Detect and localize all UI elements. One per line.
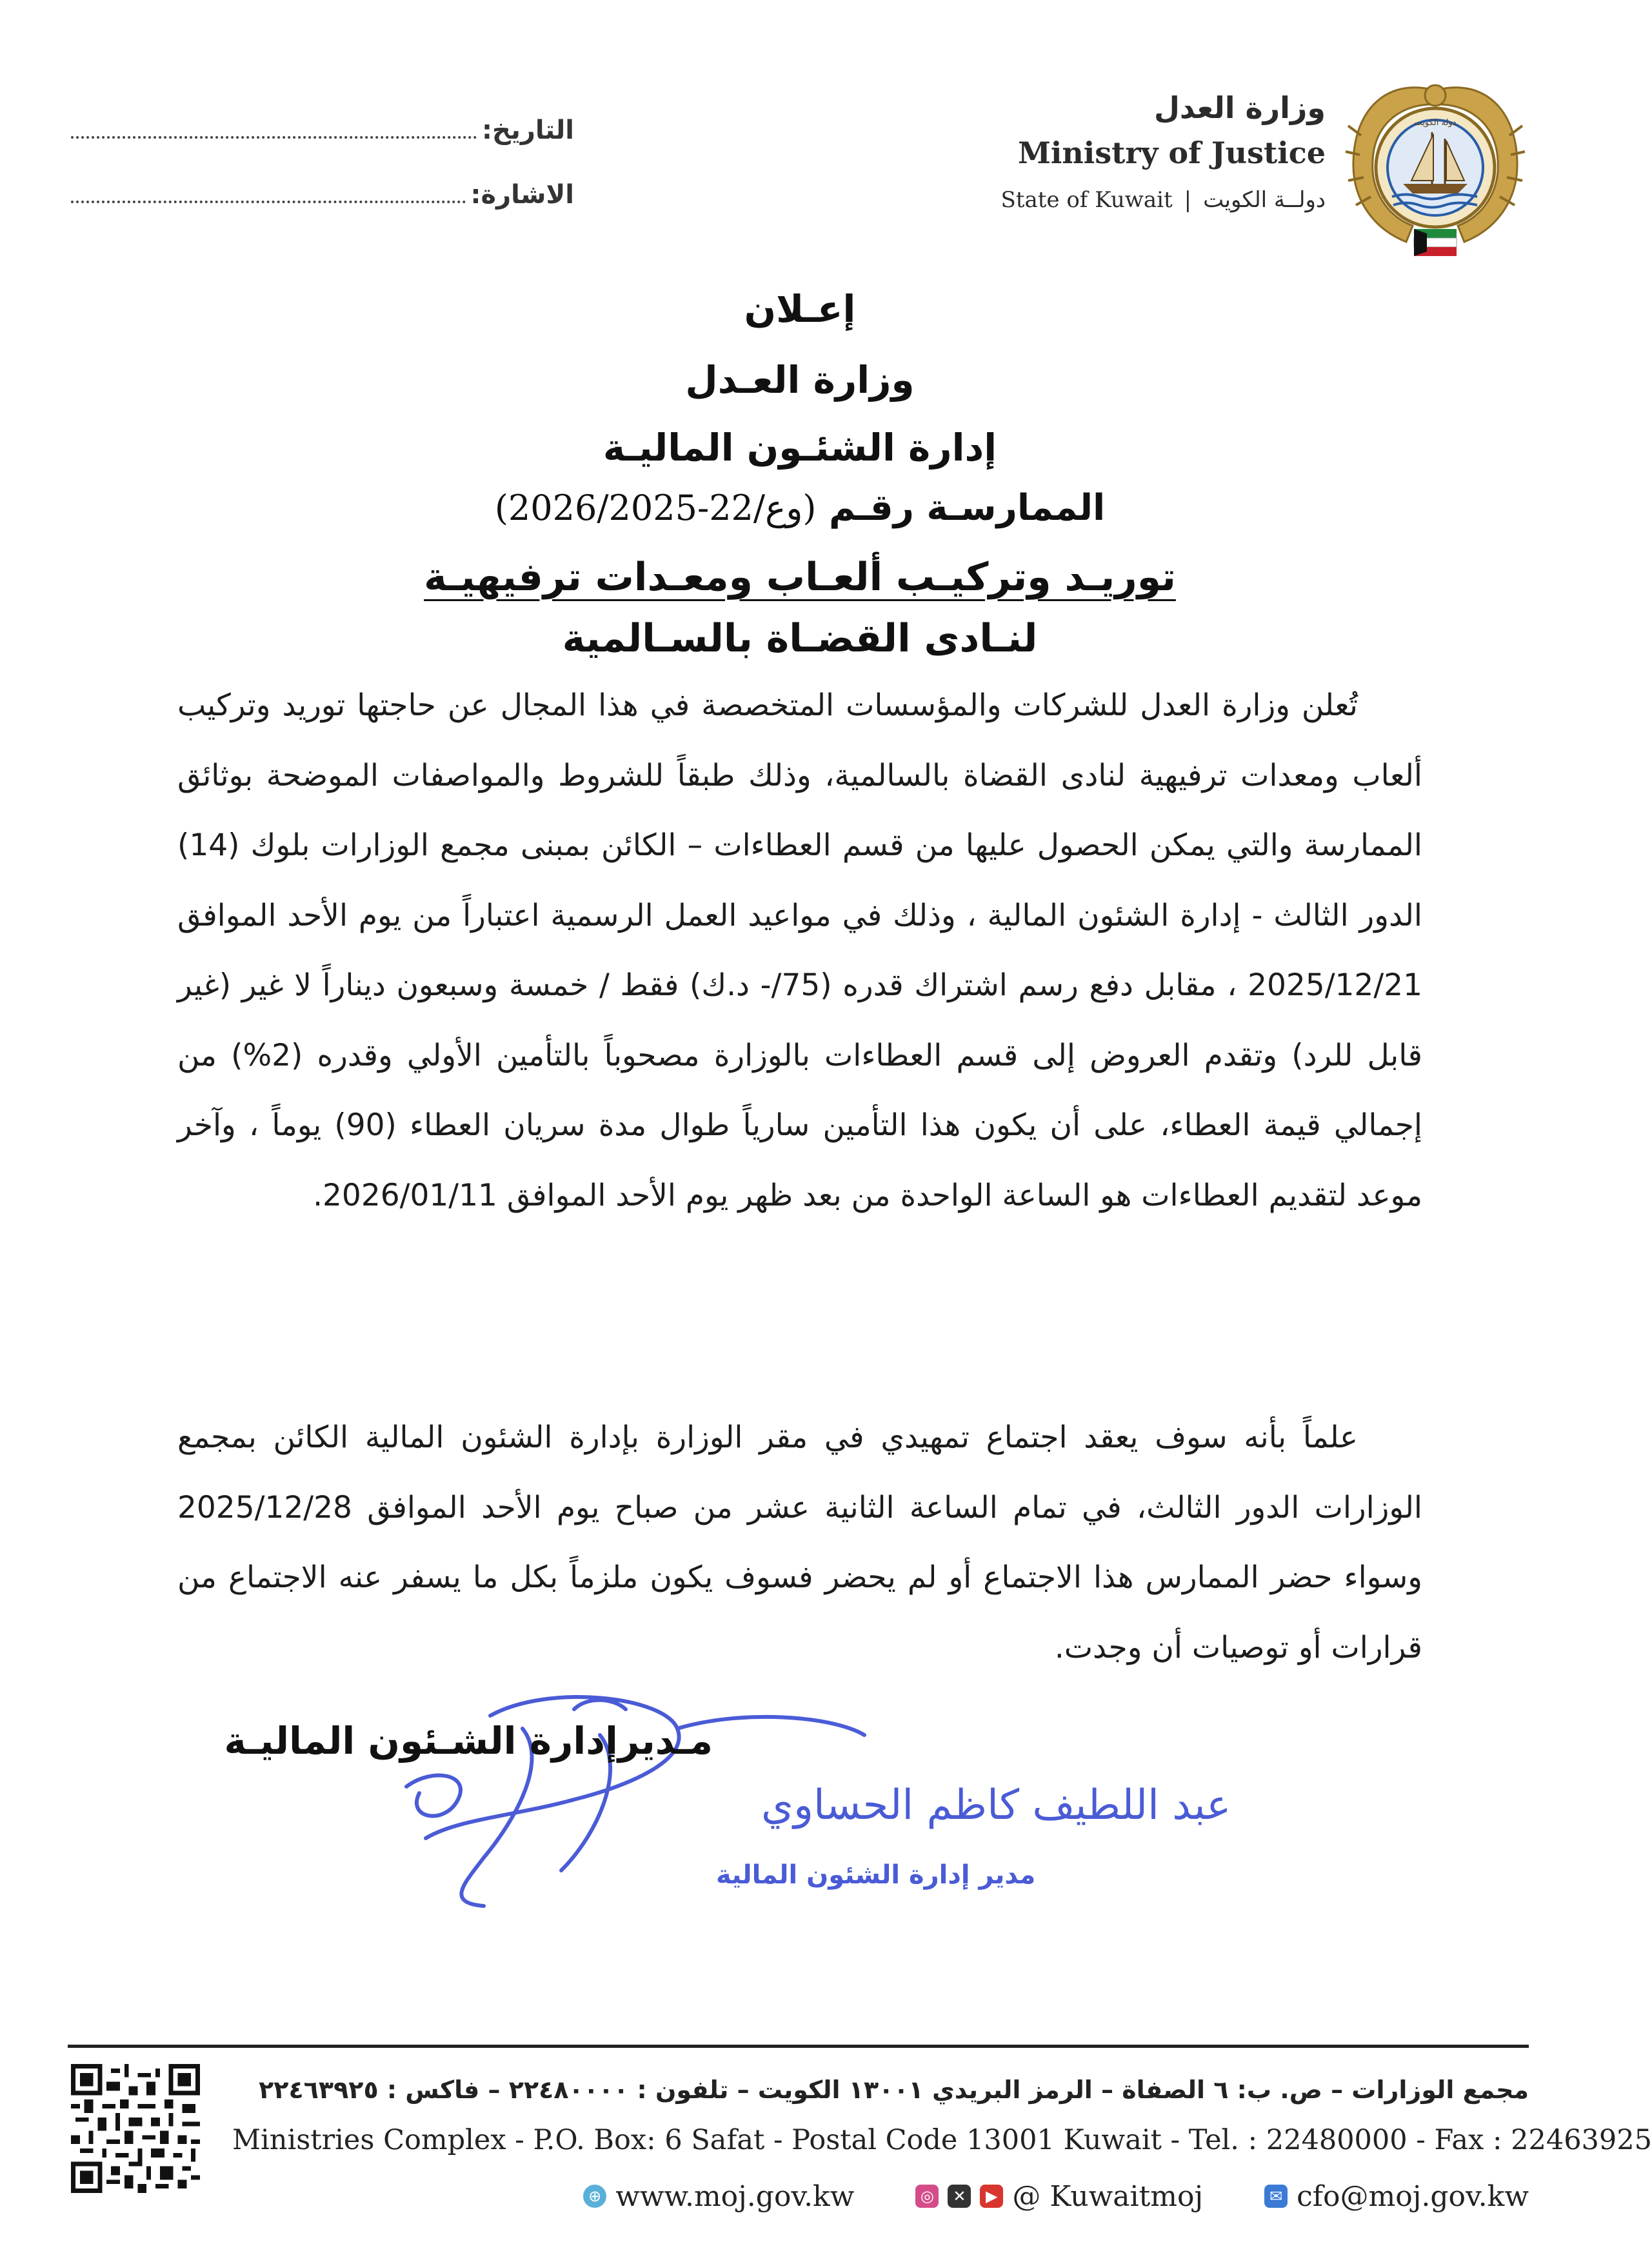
announcement-paragraph-2: علماً بأنه سوف يعقد اجتماع تمهيدي في مقر الوزارة بإدارة الشئون المالية الكائن بمجمع الوزارات الدور الثالث، في تمام الساعة الثانية عشر من صباح يوم الأحد الموافق 2025/12/28 وسواء حضر الممارس هذا الاجتماع أو لم يحضر فسوف يكون ملزماً بكل ما يسفر عنه الاجتماع من قرارات أو توصيات أن وجدت.	[177, 1420, 1422, 1665]
state-separator: |	[1184, 187, 1192, 213]
department-heading: إدارة الشئـون الماليـة	[602, 426, 997, 470]
subject-line-1	[155, 555, 1445, 600]
social-handle-text: @ Kuwaitmoj	[1012, 2179, 1204, 2213]
state-line	[839, 187, 1326, 213]
announcement-paragraph-1: تُعلن وزارة العدل للشركات والمؤسسات المتخصصة في هذا المجال عن حاجتها توريد وتركيب ألعاب ومعدات ترفيهية لنادى القضاة بالسالمية، وذلك طبقاً للشروط والمواصفات الموضحة بوثائق الممارسة والتي يمكن الحصول عليها من قسم العطاءات – الكائن بمبنى مجمع الوزارات بلوك (14) الدور الثالث - إدارة الشئون المالية ، وذلك في مواعيد العمل الرسمية اعتباراً من يوم الأحد الموافق 2025/12/21 ، مقابل دفع رسم اشتراك قدره (75/- د.ك) فقط / خمسة وسبعون ديناراً لا غير (غير قابل للرد) وتقدم العروض إلى قسم العطاءات بالوزارة مصحوباً بالتأمين الأولي وقدره (2%) من إجمالي قيمة العطاء، على أن يكون هذا التأمين سارياً طوال مدة سريان العطاء (90) يوماً ، وآخر موعد لتقديم العطاءات هو الساعة الواحدة من بعد ظهر يوم الأحد الموافق 2026/01/11.	[177, 688, 1422, 1213]
reference-label: الاشارة:	[470, 180, 574, 210]
handwritten-name: عبد اللطيف كاظم الحساوي	[761, 1781, 1231, 1829]
reference-field	[71, 171, 574, 210]
ministry-heading: وزارة العـدل	[685, 358, 915, 402]
subject-line-1-text: توريـد وتركيـب ألعـاب ومعـدات ترفيهيـة	[424, 555, 1176, 600]
youtube-icon: ▶	[980, 2185, 1003, 2208]
footer-address-arabic: مجمع الوزارات – ص. ب: ٦ الصفاة – الرمز البريدي ١٣٠٠١ الكويت – تلفون : ٢٢٤٨٠٠٠٠ – فاكس : ٢٢٤٦٣٩٢٥	[259, 2076, 1529, 2104]
ministry-name-arabic: وزارة العدل	[1154, 90, 1326, 125]
x-twitter-icon: ✕	[948, 2185, 971, 2208]
website-link[interactable]	[583, 2180, 854, 2213]
reference-dotted-line	[71, 201, 466, 203]
email-text: cfo@moj.gov.kw	[1297, 2179, 1529, 2213]
tender-label: الممارسـة رقـم	[828, 487, 1106, 529]
ministry-name-english: Ministry of Justice	[1017, 135, 1326, 170]
globe-icon: ⊕	[583, 2185, 606, 2208]
mail-icon: ✉	[1264, 2185, 1288, 2208]
signatory-title: مـديرإدارة الشـئون الماليـة	[224, 1719, 713, 1763]
qr-code-icon[interactable]	[71, 2064, 200, 2193]
footer-address-english: Ministries Complex - P.O. Box: 6 Safat - Postal Code 13001 Kuwait - Tel. : 22480000 - Fax : 22463925	[232, 2124, 1652, 2156]
kuwait-emblem-icon	[1342, 64, 1529, 271]
tender-number: (وع/22-2026/2025)	[494, 488, 817, 528]
state-name-english: State of Kuwait	[1000, 187, 1173, 213]
website-text: www.moj.gov.kw	[615, 2179, 855, 2213]
date-label: التاريخ:	[482, 115, 574, 145]
announcement-heading: إعـلان	[744, 287, 856, 331]
footer-divider	[68, 2045, 1529, 2048]
emblem-text: دولة الكويت	[1414, 118, 1457, 128]
state-name-arabic: دولــة الكويت	[1203, 187, 1326, 213]
date-field	[71, 106, 574, 145]
tender-number-heading	[155, 487, 1445, 529]
social-handle-link[interactable]	[915, 2180, 1203, 2213]
instagram-icon: ◎	[915, 2185, 939, 2208]
subject-line-2: لنـادى القضـاة بالسـالمية	[562, 616, 1038, 661]
stamp-text: مدير إدارة الشئون المالية	[716, 1860, 1036, 1890]
email-link[interactable]	[1264, 2180, 1529, 2213]
date-dotted-line	[71, 136, 477, 139]
footer-contact-row	[232, 2174, 1529, 2219]
